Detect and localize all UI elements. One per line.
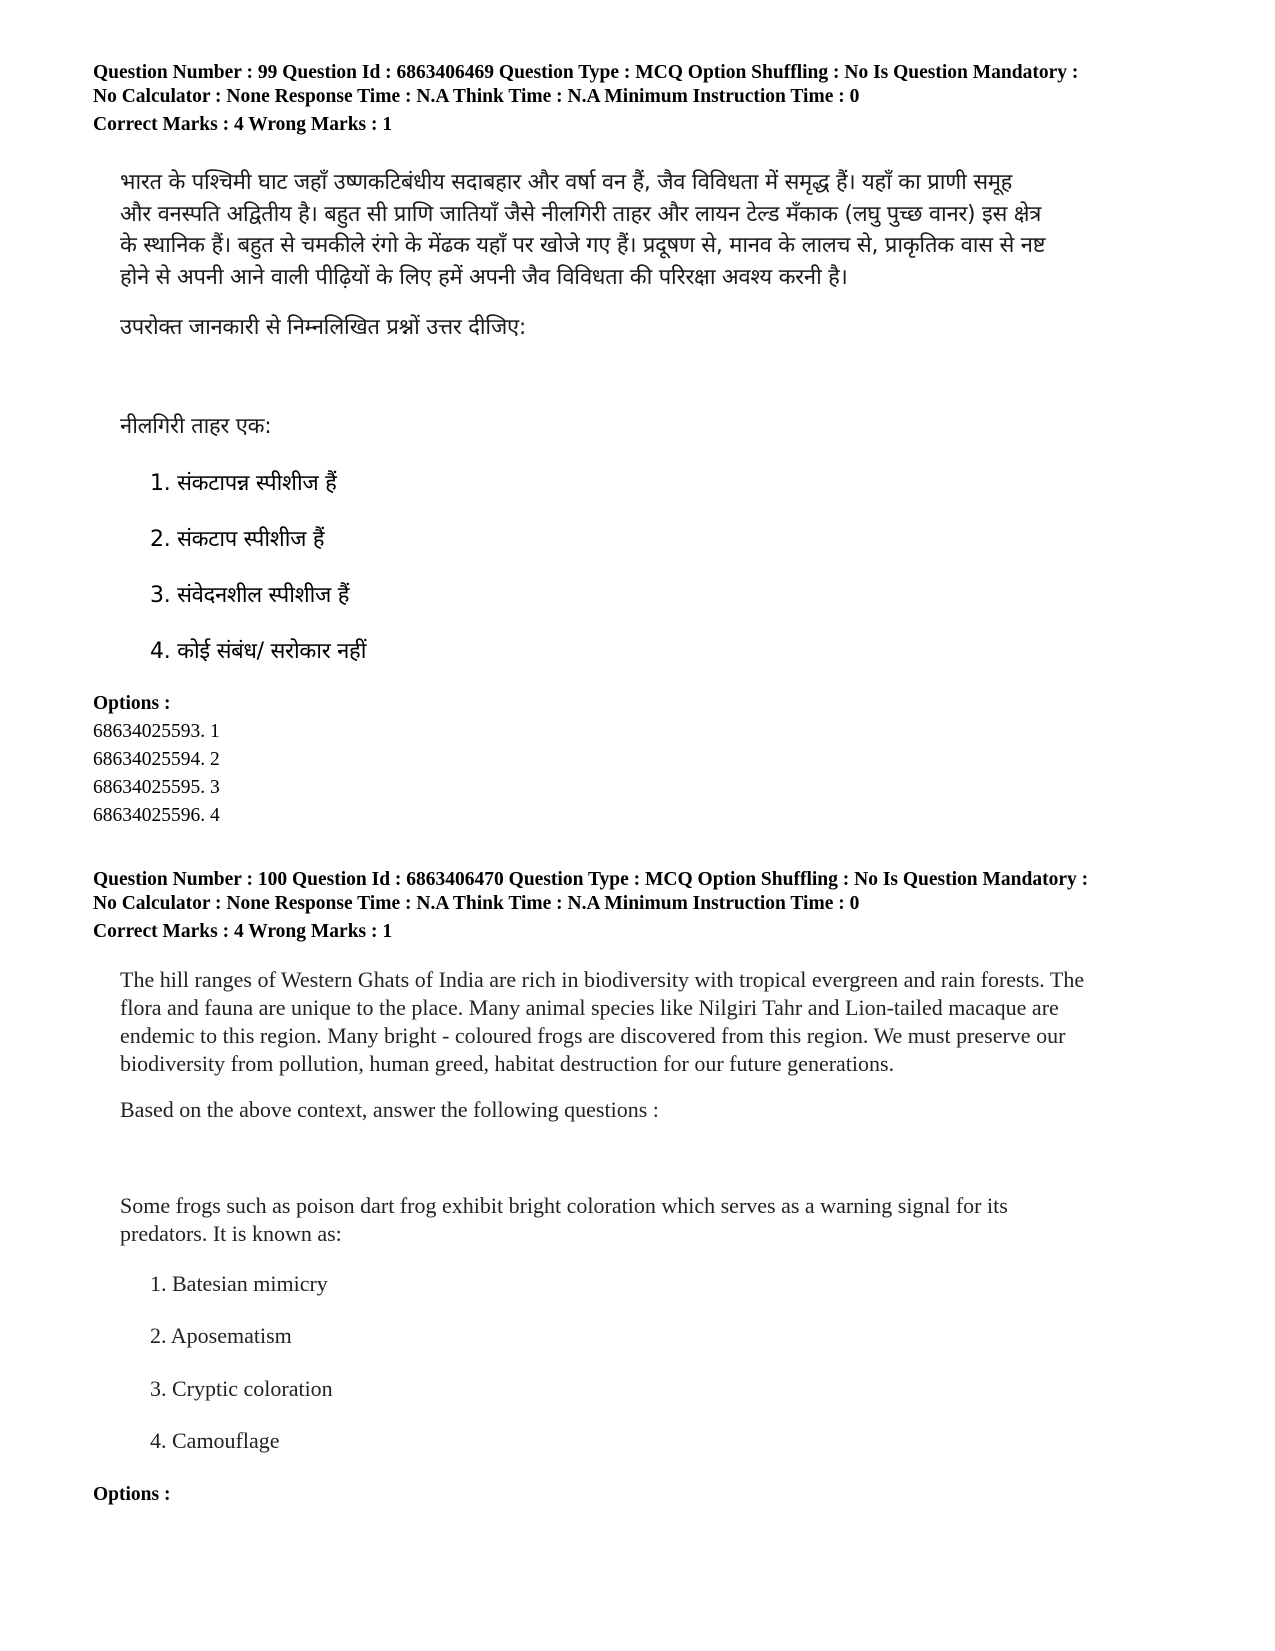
answer-choice-4: 4. कोई संबंध/ सरोकार नहीं (150, 639, 367, 664)
answer-choice-2: 2. Aposematism (150, 1323, 292, 1348)
option-id-row: 68634025596. 4 (93, 805, 220, 826)
question-meta-line-2: No Calculator : None Response Time : N.A Think Time : N.A Minimum Instruction Time : 0 (93, 893, 860, 914)
question-text: नीलगिरी ताहर एक: (120, 414, 272, 439)
passage (120, 167, 1210, 293)
question-meta-line-1: Question Number : 99 Question Id : 6863406469 Question Type : MCQ Option Shuffling : No Is Question Mandatory : (93, 62, 1079, 83)
passage-line: The hill ranges of Western Ghats of India are rich in biodiversity with tropical evergreen and rain forests. The (120, 967, 1085, 992)
passage-line: और वनस्पति अद्वितीय है। बहुत सी प्राणि जातियाँ जैसे नीलगिरी ताहर और लायन टेल्ड मँकाक (लघु पुच्छ वानर) इस क्षेत्र (120, 201, 1042, 227)
passage-line: के स्थानिक हैं। बहुत से चमकीले रंगो के मेंढक यहाँ पर खोजे गए हैं। प्रदूषण से, मानव के लालच से, प्राकृतिक वास से नष्ट (120, 233, 1046, 258)
options-label: Options : (93, 693, 171, 714)
passage-line: होने से अपनी आने वाली पीढ़ियों के लिए हमें अपनी जैव विविधता की परिरक्षा अवश्य करनी है। (120, 264, 848, 290)
options-label: Options : (93, 1484, 171, 1505)
question-meta (93, 61, 1213, 109)
answer-choice-1: 1. Batesian mimicry (150, 1271, 328, 1296)
question-meta-line-1: Question Number : 100 Question Id : 6863406470 Question Type : MCQ Option Shuffling : No Is Question Mandatory : (93, 869, 1089, 890)
instruction-text: Based on the above context, answer the following questions : (120, 1097, 659, 1122)
marks-line: Correct Marks : 4 Wrong Marks : 1 (93, 114, 393, 135)
question-line: Some frogs such as poison dart frog exhibit bright coloration which serves as a warning signal for its (120, 1193, 1008, 1218)
answer-choice-3: 3. Cryptic coloration (150, 1376, 333, 1401)
passage-line: biodiversity from pollution, human greed, habitat destruction for our future generations. (120, 1051, 895, 1076)
answer-choice-1: 1. संकटापन्न स्पीशीज हैं (150, 471, 337, 496)
answer-choice-4: 4. Camouflage (150, 1428, 280, 1453)
passage (120, 966, 1210, 1078)
option-id-row: 68634025594. 2 (93, 749, 220, 770)
option-id-row: 68634025593. 1 (93, 721, 220, 742)
instruction-text: उपरोक्त जानकारी से निम्नलिखित प्रश्नों उत्तर दीजिए: (120, 315, 527, 340)
passage-line: endemic to this region. Many bright - coloured frogs are discovered from this region. We must preserve our (120, 1023, 1066, 1048)
question-meta-line-2: No Calculator : None Response Time : N.A Think Time : N.A Minimum Instruction Time : 0 (93, 86, 860, 107)
passage-line: भारत के पश्चिमी घाट जहाँ उष्णकटिबंधीय सदाबहार और वर्षा वन हैं, जैव विविधता में समृद्ध हैं। यहाँ का प्राणी समूह (120, 170, 1012, 195)
answer-choice-3: 3. संवेदनशील स्पीशीज हैं (150, 583, 350, 608)
question-meta (93, 868, 1213, 916)
answer-choice-2: 2. संकटाप स्पीशीज हैं (150, 527, 325, 552)
question-line: predators. It is known as: (120, 1221, 342, 1246)
passage-line: flora and fauna are unique to the place. Many animal species like Nilgiri Tahr and Lion-tailed macaque are (120, 995, 1059, 1020)
option-id-row: 68634025595. 3 (93, 777, 220, 798)
marks-line: Correct Marks : 4 Wrong Marks : 1 (93, 921, 393, 942)
question-text (120, 1192, 1210, 1248)
